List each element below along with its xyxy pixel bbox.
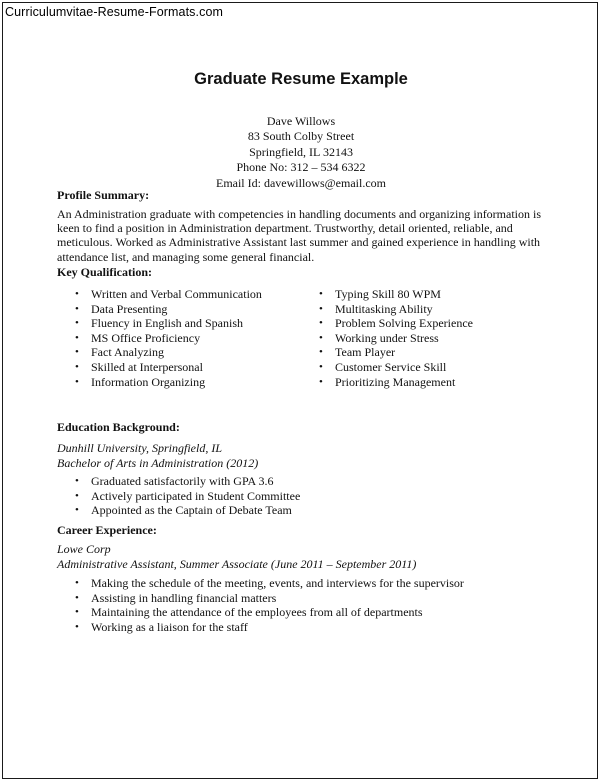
list-item: • Fact Analyzing	[75, 345, 164, 360]
document-title: Graduate Resume Example	[194, 70, 408, 88]
bullet-icon: •	[75, 331, 79, 344]
career-company: Lowe Corp	[57, 542, 111, 556]
bullet-icon: •	[75, 504, 79, 517]
bullet-icon: •	[75, 606, 79, 619]
list-item: • Working as a liaison for the staff	[75, 619, 248, 634]
site-watermark: Curriculumvitae-Resume-Formats.com	[5, 5, 224, 19]
qualification-list-left	[75, 287, 262, 389]
bullet-icon: •	[75, 346, 79, 359]
list-item: • Making the schedule of the meeting, events, and interviews for the supervisor	[75, 576, 464, 590]
bullet-icon: •	[75, 591, 79, 604]
bullet-icon: •	[319, 317, 323, 330]
qualification-list-right	[319, 287, 473, 389]
bullet-icon: •	[75, 360, 79, 373]
career-role: Administrative Assistant, Summer Associate (June 2011 – September 2011)	[57, 557, 417, 571]
profile-line: attendance list, and managing some general financial.	[57, 249, 315, 264]
contact-email: Email Id: davewillows@email.com	[215, 175, 386, 190]
list-item: • Skilled at Interpersonal	[75, 359, 203, 374]
bullet-icon: •	[75, 620, 79, 633]
bullet-icon: •	[75, 489, 79, 502]
list-item: • Graduated satisfactorily with GPA 3.6	[75, 474, 274, 488]
list-item: • Maintaining the attendance of the employees from all of departments	[75, 605, 423, 620]
list-item: • Team Player	[319, 345, 396, 360]
list-item: • Prioritizing Management	[319, 374, 456, 389]
bullet-icon: •	[75, 288, 79, 300]
contact-phone: Phone No: 312 – 534 6322	[236, 160, 366, 175]
list-item: • Fluency in English and Spanish	[75, 316, 243, 331]
list-item: • Information Organizing	[75, 374, 206, 389]
list-item: • Actively participated in Student Committee	[75, 488, 301, 503]
bullet-icon: •	[319, 346, 323, 359]
list-item: • Problem Solving Experience	[319, 316, 473, 331]
profile-line: An Administration graduate with competencies in handling documents and organizing information is	[57, 207, 542, 221]
bullet-icon: •	[75, 375, 79, 388]
list-item: • Customer Service Skill	[319, 359, 447, 374]
contact-name: Dave Willows	[266, 114, 336, 128]
contact-city: Springfield, IL 32143	[249, 144, 353, 159]
list-item: • Typing Skill 80 WPM	[319, 287, 441, 301]
list-item: • Appointed as the Captain of Debate Team	[75, 503, 292, 518]
education-list	[75, 474, 300, 518]
bullet-icon: •	[319, 288, 323, 300]
contact-street: 83 South Colby Street	[247, 129, 355, 144]
qualification-heading: Key Qualification:	[57, 265, 152, 279]
list-item: • MS Office Proficiency	[75, 330, 201, 345]
career-heading: Career Experience:	[57, 523, 157, 537]
profile-line: keen to find a position in Administration department. Trustworthy, detail oriented, reliable, and	[57, 221, 513, 236]
education-school: Dunhill University, Springfield, IL	[57, 441, 222, 455]
bullet-icon: •	[75, 317, 79, 330]
bullet-icon: •	[75, 475, 79, 487]
profile-line: meticulous. Worked as Administrative Assistant last summer and gained experience in handling with	[57, 235, 541, 250]
bullet-icon: •	[319, 360, 323, 373]
contact-block	[0, 114, 602, 191]
bullet-icon: •	[319, 302, 323, 315]
profile-summary	[57, 207, 547, 264]
bullet-icon: •	[75, 577, 79, 589]
bullet-icon: •	[319, 375, 323, 388]
list-item: • Data Presenting	[75, 301, 168, 316]
education-heading: Education Background:	[57, 420, 180, 434]
bullet-icon: •	[75, 302, 79, 315]
list-item: • Assisting in handling financial matters	[75, 590, 277, 605]
profile-heading: Profile Summary:	[57, 188, 150, 202]
career-list	[75, 576, 464, 634]
bullet-icon: •	[319, 331, 323, 344]
list-item: • Written and Verbal Communication	[75, 287, 262, 301]
list-item: • Multitasking Ability	[319, 301, 433, 316]
list-item: • Working under Stress	[319, 330, 439, 345]
education-degree: Bachelor of Arts in Administration (2012)	[57, 456, 259, 470]
